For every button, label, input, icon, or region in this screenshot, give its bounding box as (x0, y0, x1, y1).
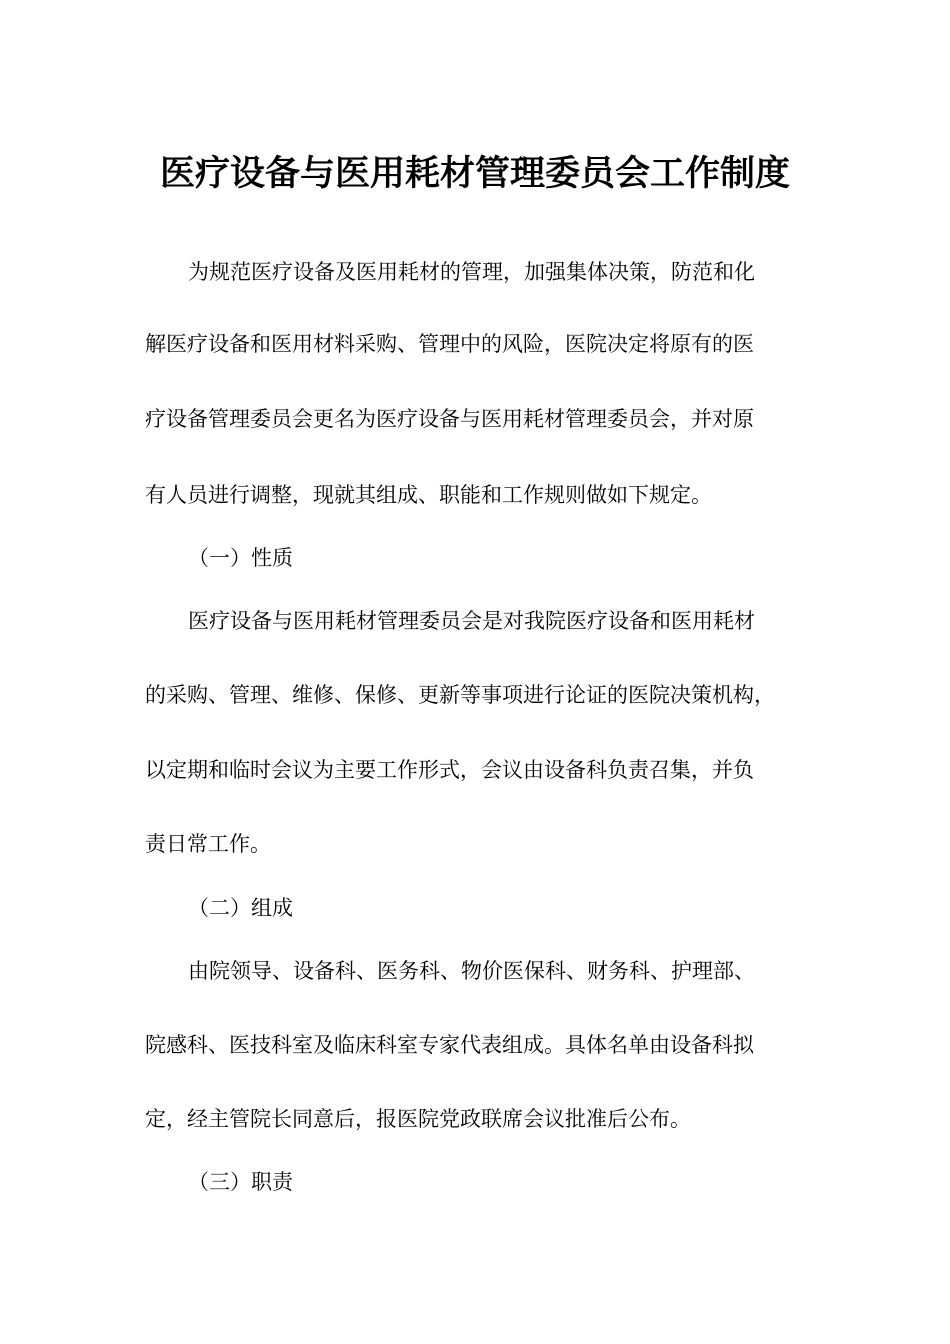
section-heading-composition: （二）组成 (188, 896, 293, 920)
paragraph-nature-line-4: 责日常工作。 (145, 832, 271, 856)
section-heading-duties: （三）职责 (188, 1170, 293, 1194)
paragraph-intro-line-2: 解医疗设备和医用材料采购、管理中的风险，医院决定将原有的医 (145, 332, 754, 356)
paragraph-composition-line-2: 院感科、医技科室及临床科室专家代表组成。具体名单由设备科拟 (145, 1033, 754, 1057)
paragraph-nature-line-2: 的采购、管理、维修、保修、更新等事项进行论证的医院决策机构， (145, 683, 775, 707)
document-title: 医疗设备与医用耗材管理委员会工作制度 (159, 153, 790, 194)
paragraph-nature-line-3: 以定期和临时会议为主要工作形式，会议由设备科负责召集，并负 (145, 758, 754, 782)
paragraph-composition-line-1: 由院领导、设备科、医务科、物价医保科、财务科、护理部、 (188, 959, 755, 983)
paragraph-composition-line-3: 定，经主管院长同意后，报医院党政联席会议批准后公布。 (145, 1107, 691, 1131)
paragraph-intro-line-1: 为规范医疗设备及医用耗材的管理，加强集体决策，防范和化 (188, 260, 755, 284)
paragraph-intro-line-3: 疗设备管理委员会更名为医疗设备与医用耗材管理委员会，并对原 (145, 407, 754, 431)
paragraph-intro-line-4: 有人员进行调整，现就其组成、职能和工作规则做如下规定。 (145, 483, 712, 507)
paragraph-nature-line-1: 医疗设备与医用耗材管理委员会是对我院医疗设备和医用耗材 (188, 609, 755, 633)
section-heading-nature: （一）性质 (188, 546, 293, 570)
